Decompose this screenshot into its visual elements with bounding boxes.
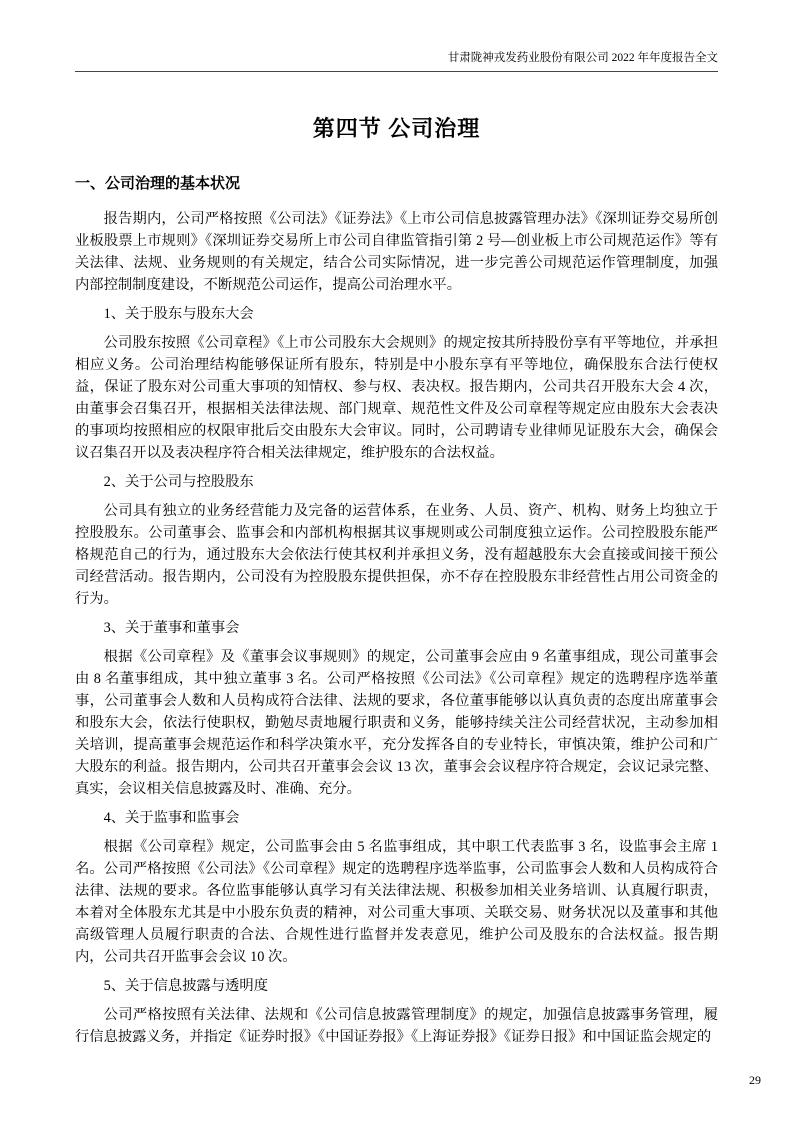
section-heading: 一、公司治理的基本状况 [75,176,241,192]
subsection-3-heading: 3、关于董事和董事会 [103,620,240,636]
header-text: 甘肃陇神戎发药业股份有限公司 2022 年年度报告全文 [447,52,718,64]
page-number: 29 [749,1073,761,1087]
subsection-4-paragraph: 根据《公司章程》规定，公司监事会由 5 名监事组成，其中职工代表监事 3 名，设监事会主席 1 名。公司严格按照《公司法》《公司章程》规定的选聘程序选举监事，公司监事会人数和人员构成符合法律、法规的要求。各位监事能够认真学习有关法律法规、积极参加相关业务培训、认真履行职责，本着对全体股东尤其是中小股东负责的精神，对公司重大事项、关联交易、财务状况以及董事和其他高级管理人员履行职责的合法、合规性进行监督并发表意见，维护公司及股东的合法权益。报告期内，公司共召开监事会会议 10 次。 [75,839,718,965]
subsection-4-heading: 4、关于监事和监事会 [103,810,240,826]
subsection-3-paragraph: 根据《公司章程》及《董事会议事规则》的规定，公司董事会应由 9 名董事组成，现公司董事会由 8 名董事组成，其中独立董事 3 名。公司严格按照《公司法》《公司章程》规定的选聘程序选举董事，公司董事会人数和人员构成符合法律、法规的要求，各位董事能够以认真负责的态度出席董事会和股东大会，依法行使职权，勤勉尽责地履行职责和义务，能够持续关注公司经营状况，主动参加相关培训，提高董事会规范运作和科学决策水平，充分发挥各自的专业特长，审慎决策，维护公司和广大股东的利益。报告期内，公司共召开董事会会议 13 次，董事会会议程序符合规定，会议记录完整、真实，会议相关信息披露及时、准确、充分。 [75,649,718,797]
subsection-5-heading: 5、关于信息披露与透明度 [103,978,269,994]
subsection-1-paragraph: 公司股东按照《公司章程》《上市公司股东大会规则》的规定按其所持股份享有平等地位，并承担相应义务。公司治理结构能够保证所有股东，特别是中小股东享有平等地位，确保股东合法行使权益，保证了股东对公司重大事项的知情权、参与权、表决权。报告期内，公司共召开股东大会 4 次，由董事会召集召开，根据相关法律法规、部门规章、规范性文件及公司章程等规定应由股东大会表决的事项均按照相应的权限审批后交由股东大会审议。同时，公司聘请专业律师见证股东大会，确保会议召集召开以及表决程序符合相关法律规定，维护股东的合法权益。 [75,335,718,461]
subsection-2-heading: 2、关于公司与控股股东 [103,474,254,490]
subsection-2-paragraph: 公司具有独立的业务经营能力及完备的运营体系，在业务、人员、资产、机构、财务上均独立于控股股东。公司董事会、监事会和内部机构根据其议事规则或公司制度独立运作。公司控股股东能严格规范自己的行为，通过股东大会依法行使其权利并承担义务，没有超越股东大会直接或间接干预公司经营活动。报告期内，公司没有为控股股东提供担保，亦不存在控股股东非经营性占用公司资金的行为。 [75,503,718,607]
page-title: 第四节 公司治理 [312,116,481,141]
subsection-5-paragraph: 公司严格按照有关法律、法规和《公司信息披露管理制度》的规定，加强信息披露事务管理，履行信息披露义务，并指定《证券时报》《中国证券报》《上海证券报》《证券日报》和中国证监会规定的 [75,1007,718,1045]
intro-paragraph: 报告期内，公司严格按照《公司法》《证券法》《上市公司信息披露管理办法》《深圳证券交易所创业板股票上市规则》《深圳证券交易所上市公司自律监管指引第 2 号—创业板上市公司规范运作》等有关法律、法规、业务规则的有关规定，结合公司实际情况，进一步完善公司规范运作管理制度，加强内部控制制度建设，不断规范公司运作，提高公司治理水平。 [75,211,718,293]
subsection-1-heading: 1、关于股东与股东大会 [103,306,254,322]
document-body [75,208,718,1048]
page-header [75,50,718,72]
